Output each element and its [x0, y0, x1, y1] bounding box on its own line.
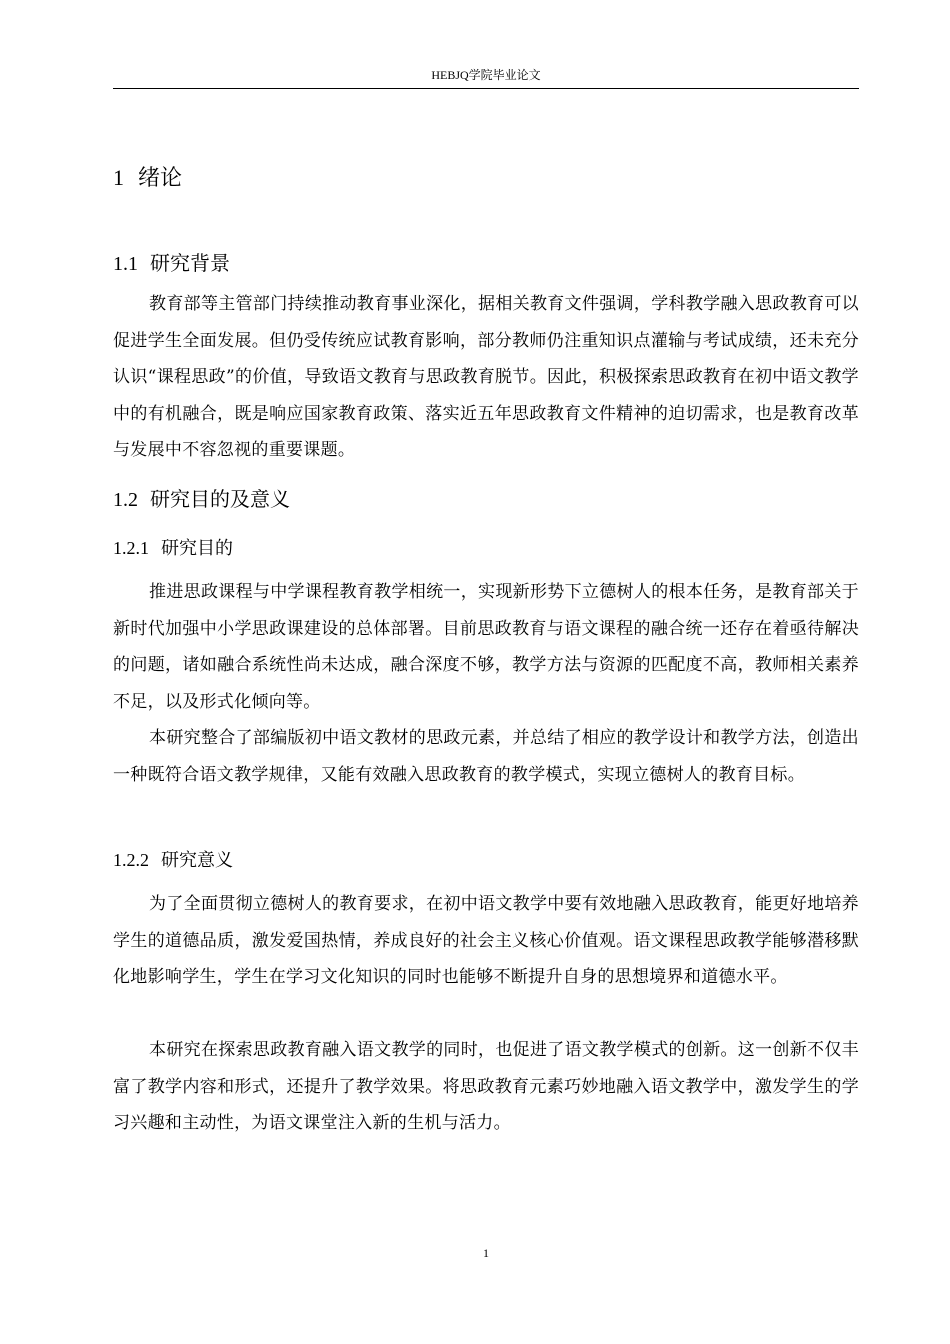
paragraph: 本研究整合了部编版初中语文教材的思政元素，并总结了相应的教学设计和教学方法，创造出一种既符合语文教学规律，又能有效融入思政教育的教学模式，实现立德树人的教育目标。	[113, 728, 859, 785]
chapter-heading	[113, 160, 182, 197]
chapter-number: 1	[113, 165, 124, 190]
running-header: HEBJQ学院毕业论文	[431, 68, 541, 82]
subsection-title: 研究意义	[161, 850, 233, 871]
subsection-title: 研究目的	[161, 538, 233, 559]
chapter-title: 绪论	[138, 166, 183, 191]
paragraph: 教育部等主管部门持续推动教育事业深化，据相关教育文件强调，学科教学融入思政教育可以促进学生全面发展。但仍受传统应试教育影响，部分教师仍注重知识点灌输与考试成绩，还未充分认识“课程思政”的价值，导致语文教育与思政教育脱节。因此，积极探索思政教育在初中语文教学中的有机融合，既是响应国家教育政策、落实近五年思政教育文件精神的迫切需求，也是教育改革与发展中不容忽视的重要课题。	[113, 294, 859, 461]
paragraph: 推进思政课程与中学课程教育教学相统一，实现新形势下立德树人的根本任务，是教育部关于新时代加强中小学思政课建设的总体部署。目前思政教育与语文课程的融合统一还存在着亟待解决的问题，诸如融合系统性尚未达成，融合深度不够，教学方法与资源的匹配度不高，教师相关素养不足，以及形式化倾向等。	[113, 582, 859, 712]
section-heading-1-2	[113, 484, 290, 515]
header-rule	[113, 88, 859, 89]
section-title: 研究背景	[150, 251, 230, 275]
section-number: 1.1	[113, 253, 138, 275]
subsection-heading-1-2-1	[113, 534, 233, 563]
section-title: 研究目的及意义	[150, 487, 290, 511]
section-heading-1-1	[113, 248, 230, 279]
subsection-number: 1.2.2	[113, 850, 149, 870]
subsection-number: 1.2.1	[113, 538, 149, 558]
subsection-heading-1-2-2	[113, 846, 233, 875]
page-number: 1	[483, 1246, 489, 1260]
paragraph: 本研究在探索思政教育融入语文教学的同时，也促进了语文教学模式的创新。这一创新不仅丰富了教学内容和形式，还提升了教学效果。将思政教育元素巧妙地融入语文教学中，激发学生的学习兴趣和主动性，为语文课堂注入新的生机与活力。	[113, 1040, 859, 1134]
section-number: 1.2	[113, 489, 138, 511]
paragraph: 为了全面贯彻立德树人的教育要求，在初中语文教学中要有效地融入思政教育，能更好地培养学生的道德品质，激发爱国热情，养成良好的社会主义核心价值观。语文课程思政教学能够潜移默化地影响学生，学生在学习文化知识的同时也能够不断提升自身的思想境界和道德水平。	[113, 894, 859, 988]
